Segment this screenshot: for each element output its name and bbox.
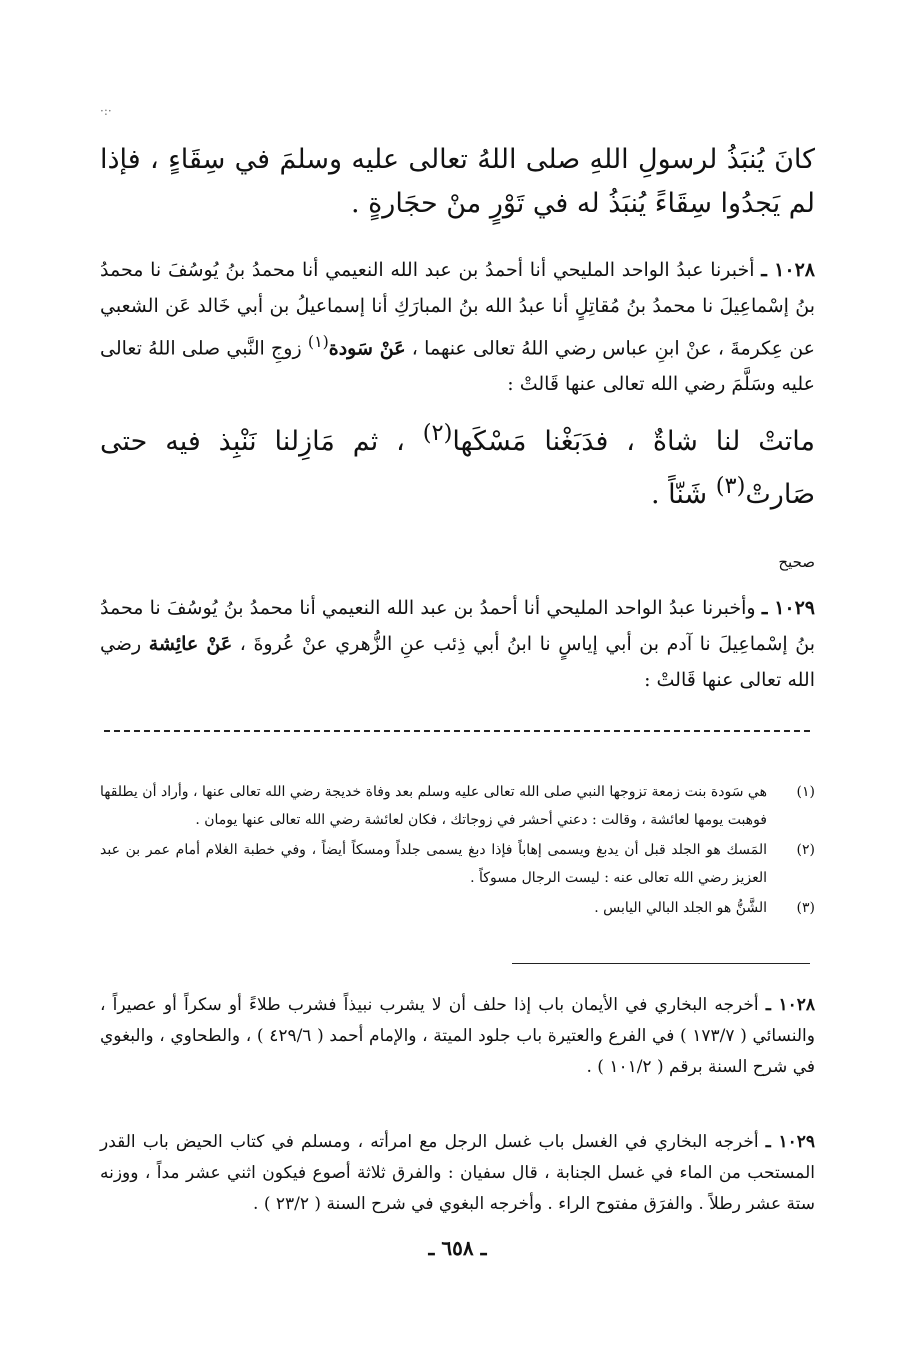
footnote-number: (٢) (796, 842, 815, 858)
corner-mark: ·:· (100, 104, 112, 118)
dashed-divider (104, 730, 810, 732)
hadith-1027-matn: كانَ يُنبَذُ لرسولِ اللهِ صلى اللهُ تعالى عليه وسلمَ في سِقَاءٍ ، فإذا لم يَجدُوا سِقَاءً يُنبَذُ له في تَوْرٍ منْ حجَارةٍ . (100, 144, 815, 219)
hadith-1028-isnad (100, 252, 815, 402)
isnad-text: وأخبرنا عبدُ الواحد المليحي أنا أحمدُ بن عبد الله النعيمي أنا محمدُ بنُ يُوسُفَ نا محمدُ بنُ إسْماعِيلَ نا آدم بن أبي إياسٍ نا ابنُ أبي ذِئب عنِ الزُّهري عنْ عُروةَ ، (100, 597, 816, 655)
isnad-text: أخبرنا عبدُ الواحد المليحي أنا أحمدُ بن عبد الله النعيمي أنا محمدُ بنُ يُوسُفَ نا محمدُ بنُ إسْماعِيلَ نا محمدُ بنُ مُقاتِلٍ أنا عبدُ الله بنُ المبارَكِ أنا إسماعيلُ بن أبي خَالد عَن الشعبي عن عِكرمةَ ، عنْ ابنِ عباس رضي اللهُ تعالى عنهما ، (100, 259, 815, 360)
isnad-end: رضي الله تعالى عنها قَالتْ : (100, 633, 815, 691)
footnotes-list (100, 778, 815, 924)
takhrij-text: أخرجه البخاري في الغسل باب غسل الرجل مع امرأته ، ومسلم في كتاب الحيض باب القدر المستحب من الماء في غسل الجنابة ، قال سفيان : والفرق ثلاثة أصوع فيكون اثني عشر مداً ، ووزنه ستة عشر رطلاً . والفرَق مفتوح الراء . وأخرجه البغوي في شرح السنة ( ٢٣/٢ ) . (100, 1132, 815, 1214)
footnote-text: الشَّنُّ هو الجلد البالي اليابس . (594, 900, 767, 916)
takhrij-1028 (100, 990, 815, 1083)
narrator-name: عَنْ عائِشة (148, 633, 233, 655)
matn-part: ، ثم مَازِلنا نَنْبِذ فيه حتى صَارتْ (100, 426, 815, 510)
footnote (100, 836, 815, 892)
takhrij-1029 (100, 1127, 815, 1220)
footnote (100, 778, 815, 834)
hadith-1029-isnad (100, 590, 815, 698)
matn-part: شَنّاً . (650, 479, 708, 510)
footnote-ref: (٢) (422, 420, 453, 446)
footnote-ref: (٣) (715, 473, 746, 499)
isnad-end: زوجِ النَّبي صلى اللهُ تعالى عليه وسَلَّمَ رضي الله تعالى عنها قَالتْ : (100, 337, 815, 396)
narrator-name: عَنْ سَودة (328, 337, 406, 360)
footnote-text: المَسك هو الجلد قبل أن يدبغ ويسمى إهاباً فإذا دبغ يسمى جلداً ومسكاً أيضاً ، وفي خطبة الغلام أمام عمر بن عبد العزيز رضي الله تعالى عنه : ليست الرجال مسوكاً . (100, 842, 767, 886)
hadith-number: ١٠٢٩ ـ (761, 597, 816, 619)
takhrij-number: ١٠٢٩ ـ (765, 1132, 815, 1152)
hadith-1028-matn (100, 411, 815, 517)
takhrij-number: ١٠٢٨ ـ (765, 995, 815, 1015)
takhrij-text: أخرجه البخاري في الأيمان باب إذا حلف أن لا يشرب نبيذاً فشرب طلاءً أو سكراً أو عصيراً ، والنسائي ( ١٧٣/٧ ) في الفرع والعتيرة باب جلود الميتة ، والإمام أحمد ( ٤٢٩/٦ ) ، والطحاوي ، والبغوي في شرح السنة برقم ( ١٠١/٢ ) . (100, 995, 815, 1077)
page-number: ـ ٦٥٨ ـ (428, 1236, 487, 1260)
footnote-text: هي سَودة بنت زمعة تزوجها النبي صلى الله تعالى عليه وسلم بعد وفاة خديجة رضي الله تعالى عنها ، وأراد أن يطلقها فوهبت يومها لعائشة ، وقالت : دعني أحشر في زوجاتك ، فكان لعائشة رضي الله تعالى عنها يومان . (100, 784, 767, 828)
footnote (100, 894, 815, 922)
footnote-number: (١) (796, 784, 815, 800)
takhrij-divider (512, 963, 810, 964)
footnote-number: (٣) (796, 900, 815, 916)
hadith-number: ١٠٢٨ ـ (761, 259, 815, 281)
matn-part: ماتتْ لنا شاةٌ ، فدَبَغْنا مَسْكَها (452, 426, 815, 457)
hadith-grade: صحيح (778, 553, 815, 571)
footnote-ref: (١) (307, 332, 329, 351)
